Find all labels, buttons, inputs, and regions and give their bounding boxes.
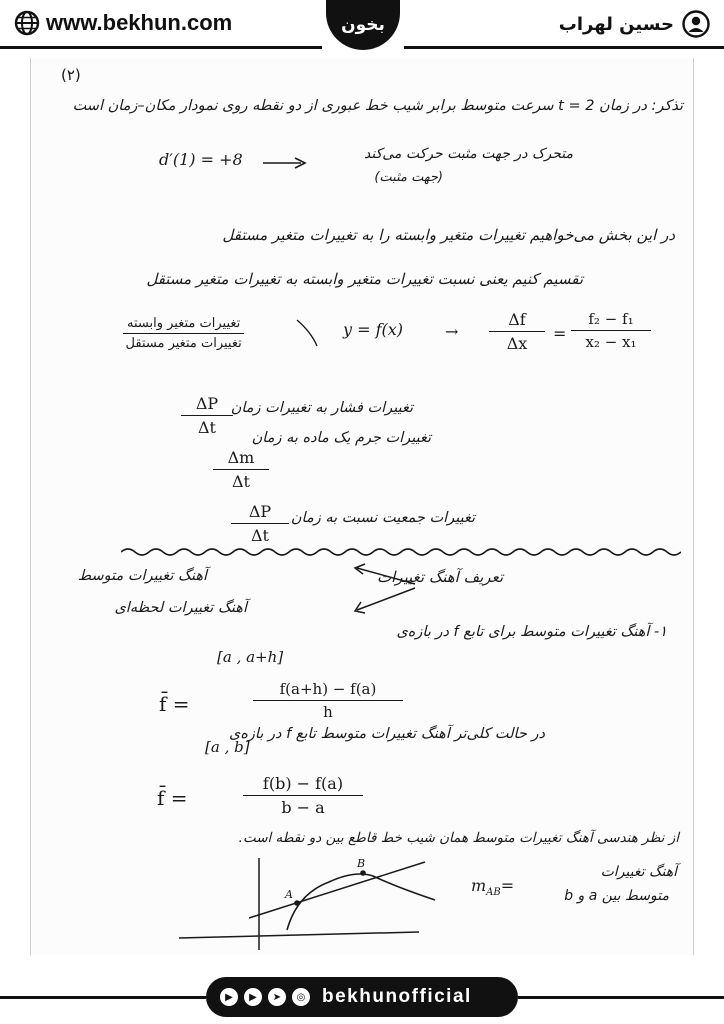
social-bar[interactable] [206, 977, 518, 1017]
rate-pressure-num: ΔP [181, 394, 233, 416]
geo-label-1: آهنگ تغییرات [600, 864, 677, 880]
notebook-page [30, 58, 694, 955]
delta-f-fraction [489, 310, 545, 353]
social-handle[interactable]: bekhunofficial [322, 986, 472, 1007]
interval-2: [a , b] [205, 738, 250, 756]
telegram-icon[interactable]: ➤ [268, 988, 286, 1006]
point-a-dot [294, 900, 300, 906]
rate-pressure [181, 394, 233, 437]
x-axis [179, 932, 419, 938]
instagram-icon[interactable]: ◎ [292, 988, 310, 1006]
wavy-divider [121, 546, 681, 558]
author [559, 10, 710, 38]
average-rate-1-den: h [323, 703, 333, 721]
average-rate-formula-1 [253, 680, 403, 721]
site-url: www.bekhun.com [46, 10, 233, 35]
rate-mass-num: Δm [213, 448, 269, 470]
average-rate-2-num: f(b) − f(a) [243, 774, 363, 796]
note-line-3: در این بخش می‌خواهیم تغییرات متغیر وابسته را به تغییرات متغیر مستقل [222, 226, 675, 244]
slope-subscript: AB [486, 887, 501, 899]
difference-quotient-den: x₂ − x₁ [585, 333, 637, 351]
secant-line [249, 862, 425, 918]
rate-pressure-text: تغییرات فشار به تغییرات زمان [230, 400, 413, 416]
brand-logo [326, 0, 400, 50]
interval-1: [a , a+h] [217, 648, 284, 666]
rate-population [231, 502, 289, 545]
page-number: (۲) [61, 66, 81, 84]
point-b-dot [360, 870, 366, 876]
text-fraction-den: تغییرات متغیر مستقل [125, 336, 242, 351]
secant-graph [179, 854, 439, 954]
implies-arrow: → [445, 322, 459, 341]
definition-title: تعریف آهنگ تغییرات [377, 568, 503, 586]
equals-sign: = [553, 324, 567, 343]
fbar-2: f̄ = [157, 786, 188, 810]
item-1-text: ۱- آهنگ تغییرات متوسط برای تابع f در بازه‌ی [396, 624, 667, 640]
globe-icon [14, 10, 40, 36]
delta-f-den: Δx [506, 334, 528, 353]
item-2-text: در حالت کلی‌تر آهنگ تغییرات متوسط تابع f در بازه‌ی [228, 726, 545, 742]
arrow-icon [261, 156, 309, 170]
author-name: حسین لهراب [558, 13, 674, 35]
header-divider-right [404, 46, 724, 49]
definition-instant: آهنگ تغییرات لحظه‌ای [114, 600, 247, 616]
geo-label-2: متوسط بین a و b [564, 888, 669, 904]
user-avatar-icon [682, 10, 710, 38]
rate-mass-den: Δt [232, 472, 250, 491]
brand-logo-text: بخون [341, 15, 385, 35]
header-divider-left [0, 46, 322, 49]
branch-arrows-icon [349, 562, 419, 618]
bracket-stroke [293, 316, 321, 350]
site-link[interactable] [14, 10, 232, 36]
rate-population-text: تغییرات جمعیت نسبت به زمان [290, 510, 475, 526]
point-a-label: A [285, 888, 293, 901]
function-def: y = f(x) [343, 320, 404, 339]
slope-equals: = [500, 876, 515, 895]
average-rate-1-num: f(a+h) − f(a) [253, 680, 403, 701]
footer-divider-left [0, 996, 206, 999]
rate-population-den: Δt [251, 526, 269, 545]
film-icon[interactable]: ▶ [220, 988, 238, 1006]
fbar-1: f̄ = [159, 692, 190, 716]
derivative-value: d′(1) = +8 [159, 150, 243, 169]
note-line-2: متحرک در جهت مثبت حرکت می‌کند [363, 146, 573, 162]
definition-average: آهنگ تغییرات متوسط [77, 568, 207, 584]
footer-divider-right [518, 996, 724, 999]
text-fraction-num: تغییرات متغیر وابسته [123, 316, 244, 334]
rate-mass [213, 448, 269, 491]
difference-quotient-num: f₂ − f₁ [571, 310, 651, 331]
note-line-2b: (جهت مثبت) [374, 170, 443, 185]
header [0, 0, 724, 48]
youtube-icon[interactable]: ▶ [244, 988, 262, 1006]
rate-mass-text: تغییرات جرم یک ماده به زمان [251, 430, 431, 446]
note-line-1: تذکر: در زمان t = 2 سرعت متوسط برابر شیب خط عبوری از دو نقطه روی نمودار مکان–زمان است [72, 98, 683, 114]
text-fraction [123, 316, 244, 351]
note-line-4: تقسیم کنیم یعنی نسبت تغییرات متغیر وابسته به تغییرات متغیر مستقل [146, 270, 583, 288]
slope-symbol: m [471, 876, 487, 895]
difference-quotient [571, 310, 651, 351]
point-b-label: B [357, 857, 366, 870]
geometric-meaning: از نظر هندسی آهنگ تغییرات متوسط همان شیب خط قاطع بین دو نقطه است. [238, 830, 679, 846]
slope-ab [471, 876, 514, 898]
rate-population-num: ΔP [231, 502, 289, 524]
rate-pressure-den: Δt [198, 418, 216, 437]
average-rate-formula-2 [243, 774, 363, 817]
average-rate-2-den: b − a [281, 798, 325, 817]
delta-f-num: Δf [489, 310, 545, 332]
